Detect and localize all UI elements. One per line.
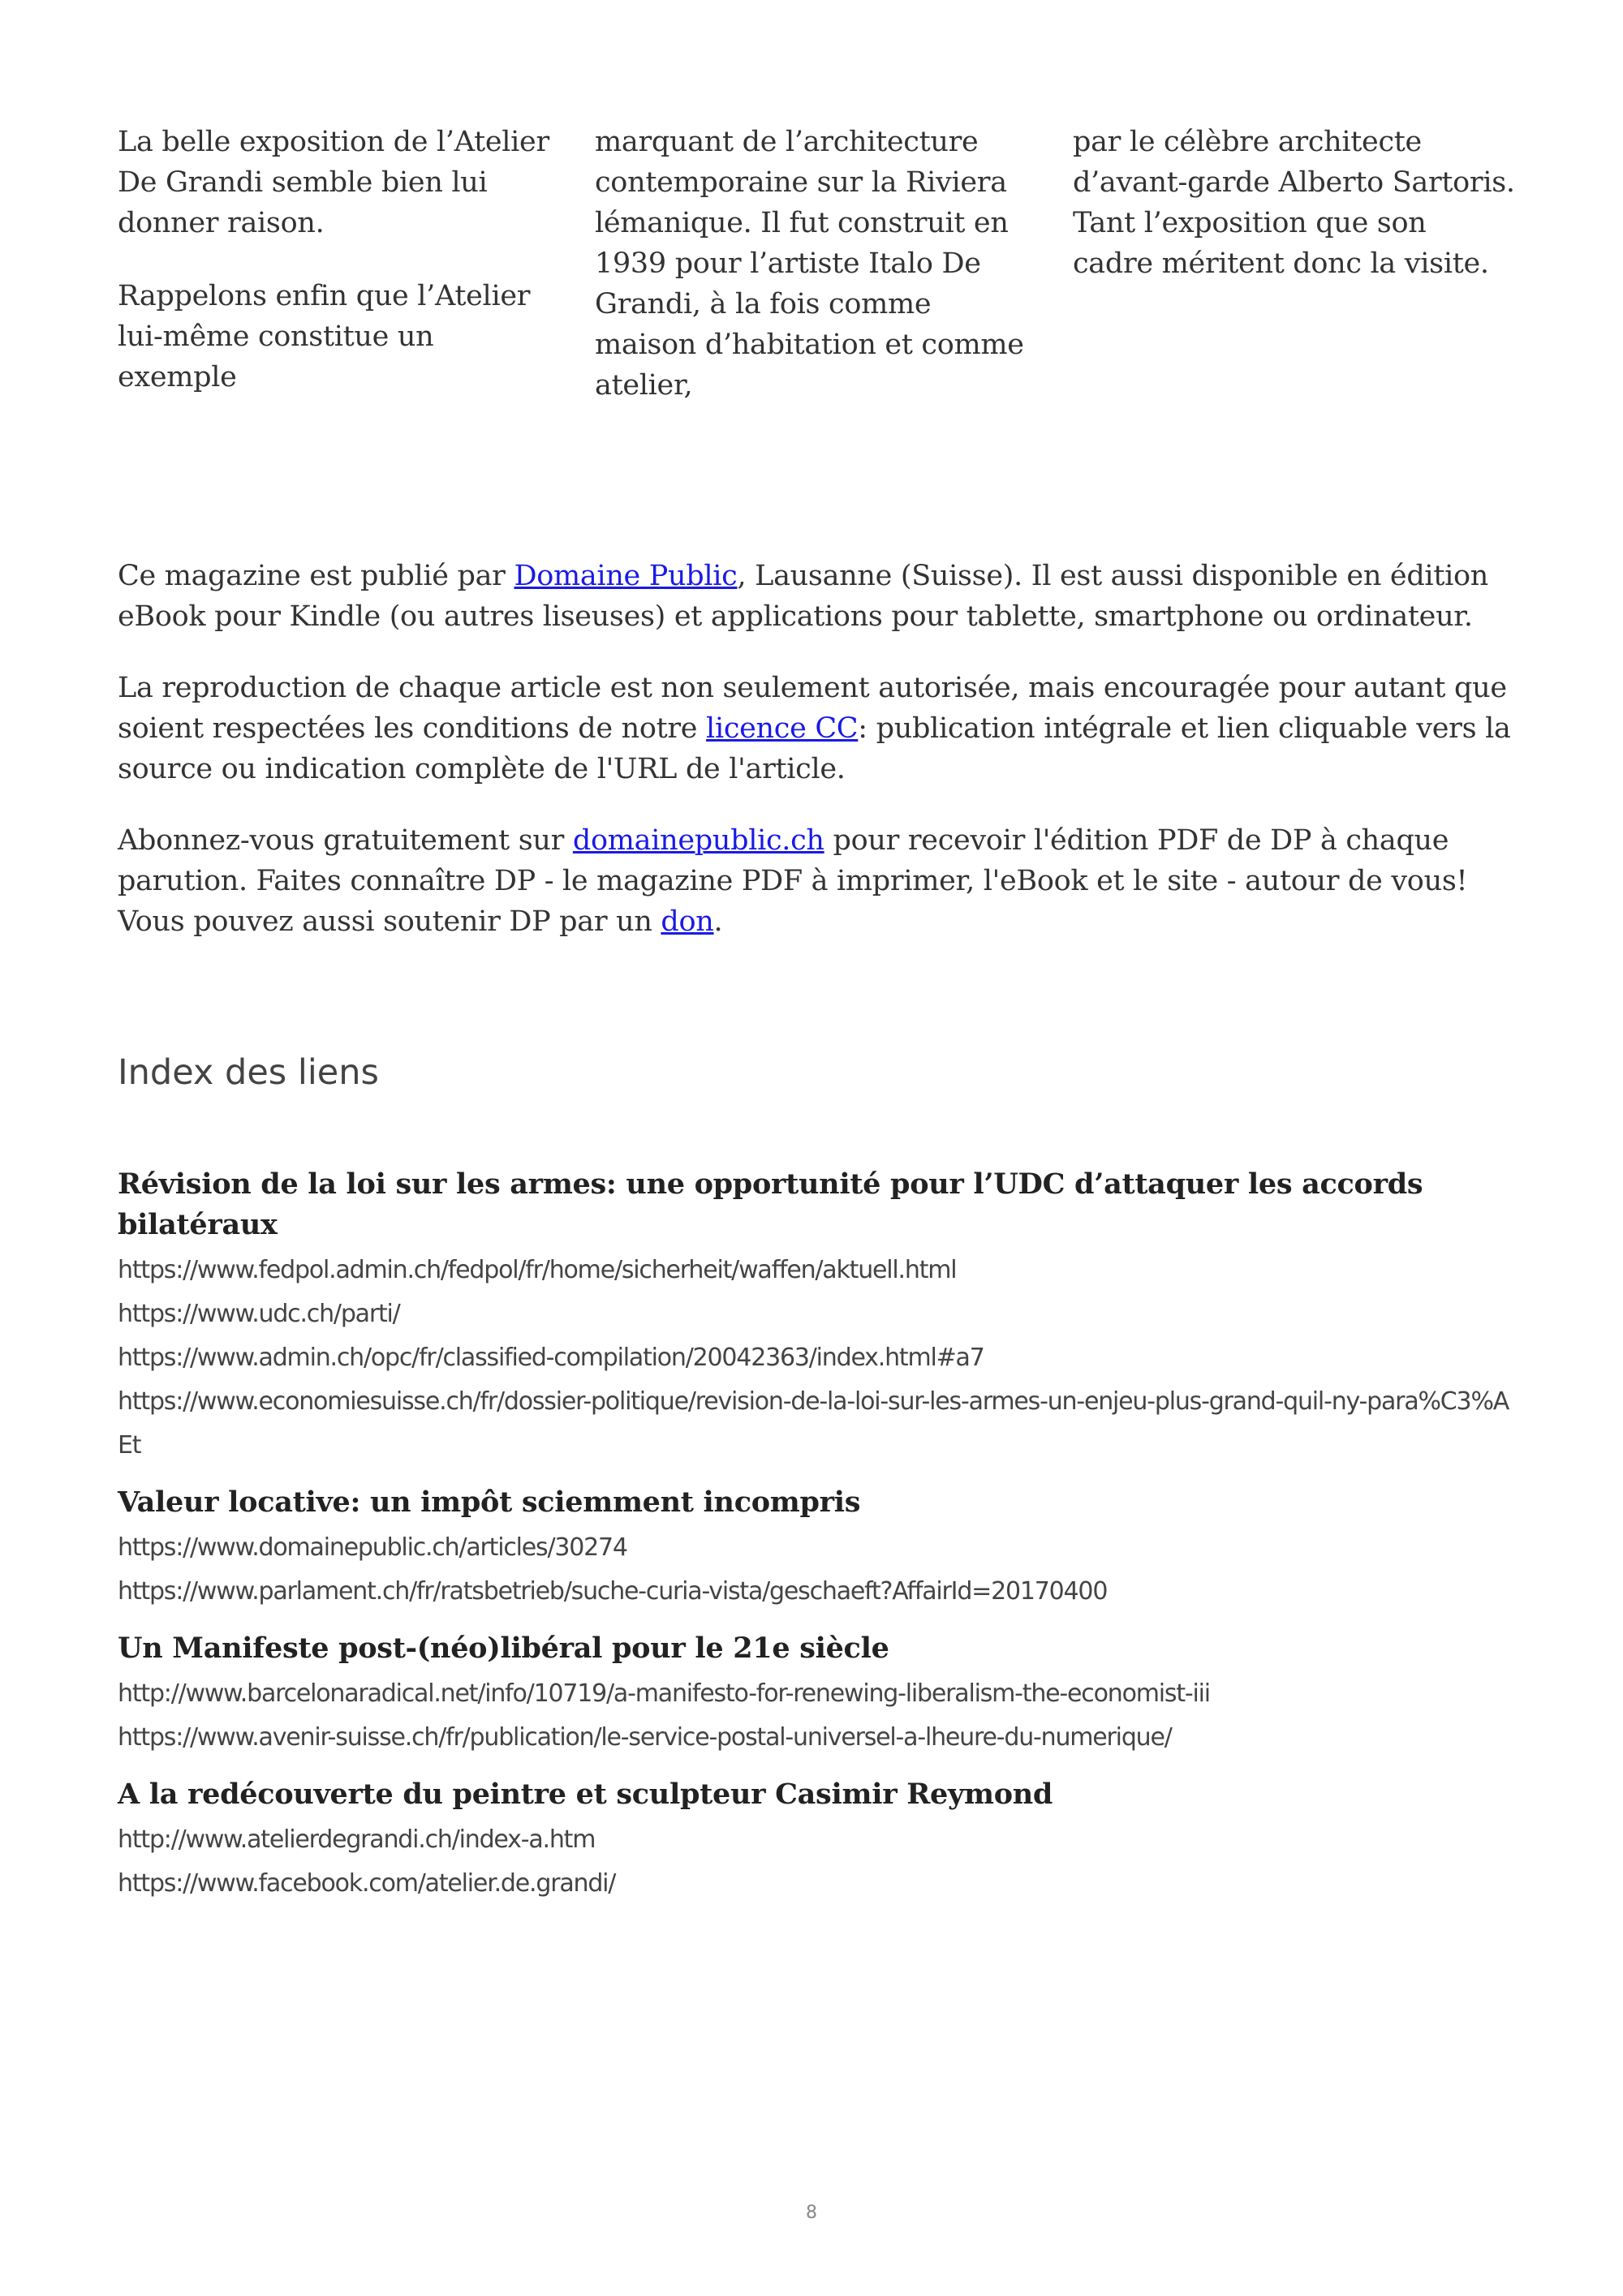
colophon-text: Abonnez-vous gratuitement sur bbox=[118, 824, 573, 857]
index-article bbox=[118, 1774, 1513, 1906]
index-heading: Index des liens bbox=[118, 1052, 379, 1093]
index-article bbox=[118, 1482, 1513, 1614]
domainepublic-site-link[interactable]: domainepublic.ch bbox=[572, 824, 824, 857]
index-url[interactable]: http://www.barcelonaradical.net/info/10719/a-manifesto-for-renewing-liberalism-the-economist-iii bbox=[118, 1679, 1210, 1708]
index-url[interactable]: https://www.economiesuisse.ch/fr/dossier-politique/revision-de-la-loi-sur-les-armes-un-enjeu-plus-grand-quil-ny-para%C3%AEt bbox=[118, 1387, 1509, 1460]
colophon-publisher-paragraph bbox=[118, 556, 1513, 637]
colophon-text: : publication intégrale et lien cliquable vers la source ou indication complète de l'URL de l'article. bbox=[118, 712, 1511, 785]
index-article-title: A la redécouverte du peintre et sculpteur Casimir Reymond bbox=[118, 1778, 1053, 1811]
colophon-text: , Lausanne (Suisse). Il est aussi disponible en édition eBook pour Kindle (ou autres liseuses) et applications pour tablette, smartphone ou ordinateur. bbox=[118, 560, 1488, 633]
index-article-title: Valeur locative: un impôt sciemment incompris bbox=[118, 1486, 861, 1519]
colophon bbox=[118, 556, 1513, 973]
index-url[interactable]: https://www.admin.ch/opc/fr/classified-compilation/20042363/index.html#a7 bbox=[118, 1344, 984, 1372]
article-paragraph: Rappelons enfin que l’Atelier lui-même constitue un exemple bbox=[118, 280, 531, 393]
article-paragraph: La belle exposition de l’Atelier De Grandi semble bien lui donner raison. bbox=[118, 126, 549, 239]
page-number: 8 bbox=[806, 2203, 817, 2223]
article-column-2 bbox=[595, 122, 1037, 438]
index-url[interactable]: https://www.udc.ch/parti/ bbox=[118, 1300, 400, 1328]
index-url[interactable]: https://www.parlament.ch/fr/ratsbetrieb/suche-curia-vista/geschaeft?AffairId=20170400 bbox=[118, 1577, 1108, 1606]
index-list bbox=[118, 1164, 1513, 1920]
donation-link[interactable]: don bbox=[661, 905, 714, 938]
colophon-text: La reproduction de chaque article est non seulement autorisée, mais encouragée pour autant que soient respectées les conditions de notre bbox=[118, 672, 1507, 745]
colophon-text: pour recevoir l'édition PDF de DP à chaque parution. Faites connaître DP - le magazine PDF à imprimer, l'eBook et le site - autour de vous! Vous pouvez aussi soutenir DP par un bbox=[118, 824, 1468, 938]
colophon-subscribe-paragraph bbox=[118, 820, 1513, 942]
index-url[interactable]: https://www.domainepublic.ch/articles/30274 bbox=[118, 1533, 627, 1562]
index-article bbox=[118, 1628, 1513, 1760]
index-article bbox=[118, 1164, 1513, 1468]
colophon-text: . bbox=[713, 905, 723, 938]
licence-cc-link[interactable]: licence CC bbox=[706, 712, 859, 745]
article-column-3 bbox=[1073, 122, 1515, 316]
colophon-license-paragraph bbox=[118, 668, 1513, 789]
article-paragraph: marquant de l’architecture contemporaine sur la Riviera lémanique. Il fut construit en 1939 pour l’artiste Italo De Grandi, à la fois comme maison d’habitation et comme atelier, bbox=[595, 126, 1024, 402]
index-article-title: Un Manifeste post-(néo)libéral pour le 21e siècle bbox=[118, 1632, 889, 1665]
colophon-text: Ce magazine est publié par bbox=[118, 560, 514, 592]
article-paragraph: par le célèbre architecte d’avant-garde Alberto Sartoris. Tant l’exposition que son cadre méritent donc la visite. bbox=[1073, 126, 1515, 280]
index-url[interactable]: https://www.fedpol.admin.ch/fedpol/fr/home/sicherheit/waffen/aktuell.html bbox=[118, 1256, 957, 1284]
index-article-title: Révision de la loi sur les armes: une opportunité pour l’UDC d’attaquer les accords bilatéraux bbox=[118, 1167, 1423, 1241]
index-url[interactable]: https://www.facebook.com/atelier.de.grandi/ bbox=[118, 1869, 616, 1898]
index-url[interactable]: http://www.atelierdegrandi.ch/index-a.htm bbox=[118, 1825, 596, 1854]
index-url[interactable]: https://www.avenir-suisse.ch/fr/publication/le-service-postal-universel-a-lheure-du-numerique/ bbox=[118, 1723, 1172, 1752]
article-column-1 bbox=[118, 122, 560, 430]
domaine-public-link[interactable]: Domaine Public bbox=[514, 560, 738, 592]
